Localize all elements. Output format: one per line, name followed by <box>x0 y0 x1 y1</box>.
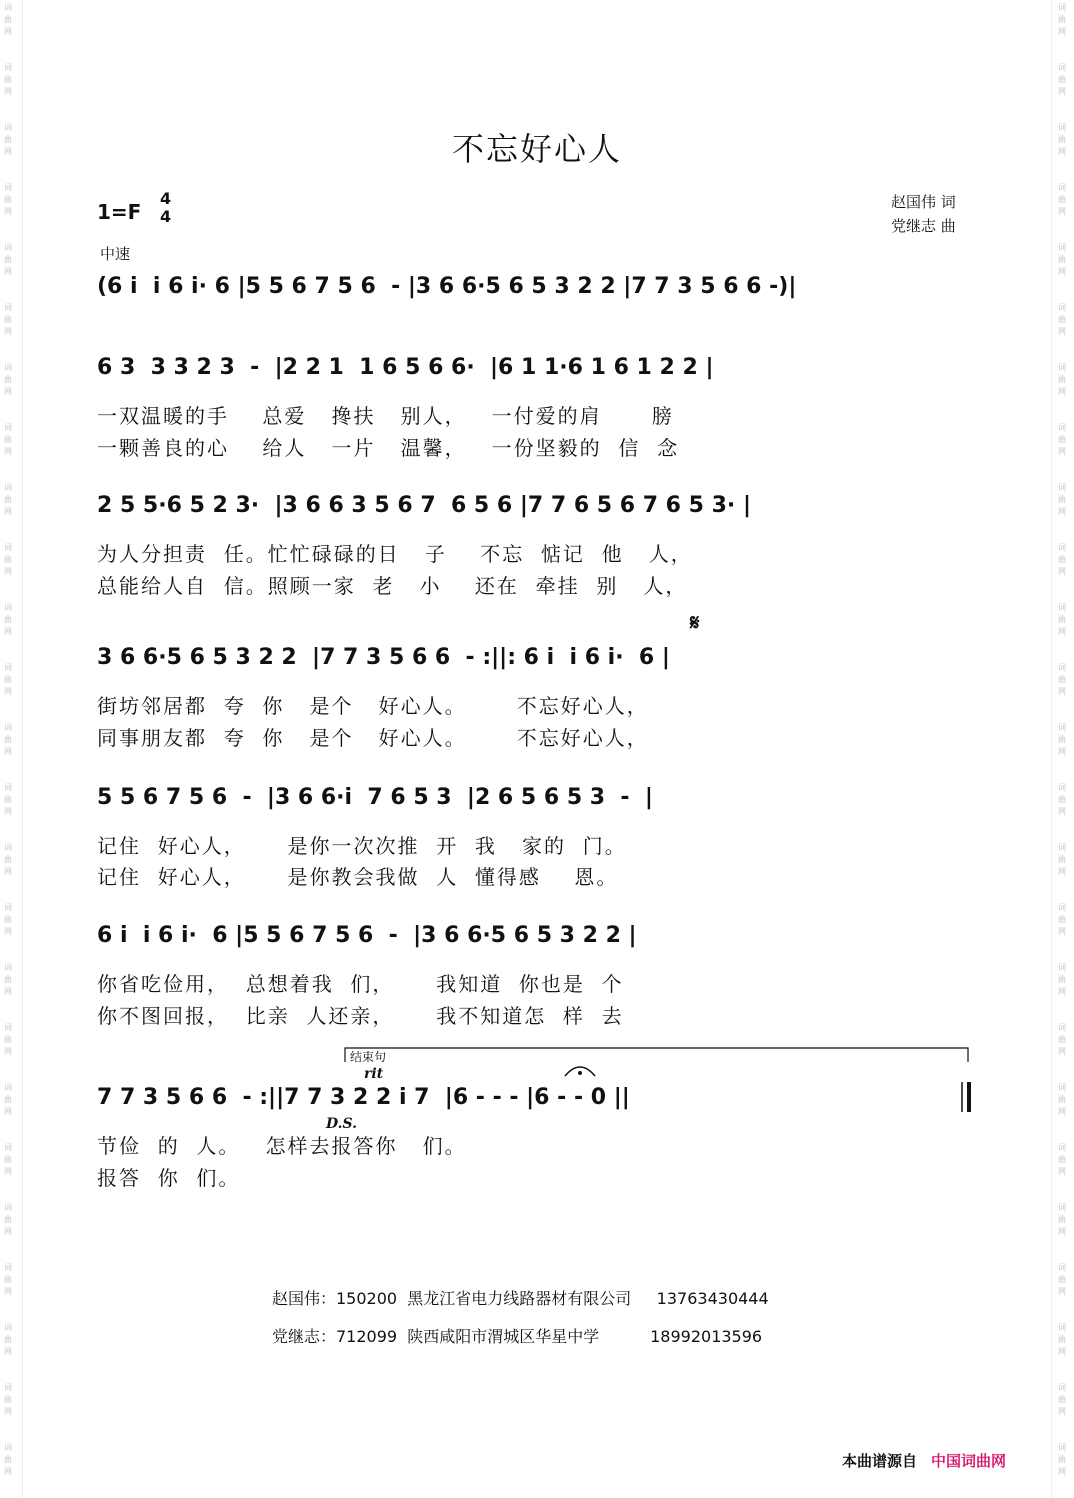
lyric-row-4-verse-2: 同事朋友都 夸 你 是个 好心人。 不忘好心人， <box>97 726 649 750</box>
key-signature: 1=F <box>97 200 142 224</box>
watermark-text: 词曲网 <box>1058 63 1066 96</box>
lyric-row-7-verse-1: 节俭 的 人。 怎样去报答你 们。 <box>97 1134 467 1158</box>
watermark-text: 词曲网 <box>1058 483 1066 516</box>
composer-credit: 党继志 曲 <box>891 217 956 235</box>
song-title: 不忘好心人 <box>451 130 622 168</box>
watermark-text: 词曲网 <box>1058 783 1066 816</box>
watermark-text: 词曲网 <box>1058 543 1066 576</box>
watermark-text: 词曲网 <box>4 303 12 336</box>
notation-row-4: 3 6 6·5 6 5 3 2 2 |7 7 3 5 6 6 - :||: 6 i i 6 i· 6 | <box>97 645 670 670</box>
watermark-text: 词曲网 <box>1058 1383 1066 1416</box>
watermark-text: 词曲网 <box>1058 723 1066 756</box>
watermark-text: 词曲网 <box>1058 243 1066 276</box>
watermark-text: 词曲网 <box>1058 303 1066 336</box>
watermark-text: 词曲网 <box>4 963 12 996</box>
watermark-text: 词曲网 <box>4 363 12 396</box>
watermark-text: 词曲网 <box>4 1323 12 1356</box>
source-site-link[interactable]: 中国词曲网 <box>931 1452 1007 1470</box>
watermark-text: 词曲网 <box>4 483 12 516</box>
watermark-text: 词曲网 <box>4 183 12 216</box>
source-label: 本曲谱源自 <box>842 1452 918 1470</box>
ending-label: 结束句 <box>350 1050 387 1064</box>
watermark-text: 词曲网 <box>1058 603 1066 636</box>
lyricist-credit: 赵国伟 词 <box>891 193 956 211</box>
notation-row-6: 6 i i 6 i· 6 |5 5 6 7 5 6 - |3 6 6·5 6 5 3 2 2 | <box>97 923 637 948</box>
watermark-text: 词曲网 <box>4 123 12 156</box>
tempo-marking: 中速 <box>100 245 131 263</box>
watermark-text: 词曲网 <box>4 723 12 756</box>
watermark-text: 词曲网 <box>4 243 12 276</box>
contact-lyricist: 赵国伟：150200 黑龙江省电力线路器材有限公司 13763430444 <box>272 1289 769 1308</box>
notation-row-3: 2 5 5·6 5 2 3· |3 6 6 3 5 6 7 6 5 6 |7 7 6 5 6 7 6 5 3· | <box>97 493 751 518</box>
watermark-text: 词曲网 <box>4 63 12 96</box>
watermark-text: 词曲网 <box>1058 1263 1066 1296</box>
watermark-text: 词曲网 <box>1058 1143 1066 1176</box>
watermark-text: 词曲网 <box>4 1023 12 1056</box>
watermark-text: 词曲网 <box>4 1263 12 1296</box>
watermark-text: 词曲网 <box>4 1443 12 1476</box>
watermark-text: 词曲网 <box>4 843 12 876</box>
lyric-row-3-verse-1: 为人分担责 任。忙忙碌碌的日 子 不忘 惦记 他 人， <box>97 542 693 566</box>
watermark-text: 词曲网 <box>1058 843 1066 876</box>
fermata-dot <box>578 1071 582 1075</box>
lyric-row-6-verse-1: 你省吃俭用， 总想着我 们， 我知道 你也是 个 <box>97 972 624 996</box>
segno-sign: 𝄋 <box>690 610 700 636</box>
watermark-text: 词曲网 <box>1058 903 1066 936</box>
watermark-text: 词曲网 <box>4 663 12 696</box>
lyric-row-2-verse-1: 一双温暖的手 总爱 搀扶 别人， 一付爱的肩 膀 <box>97 404 674 428</box>
lyric-row-3-verse-2: 总能给人自 信。照顾一家 老 小 还在 牵挂 别 人， <box>97 574 688 598</box>
contact-composer: 党继志：712099 陕西咸阳市渭城区华星中学 18992013596 <box>272 1327 763 1346</box>
watermark-text: 词曲网 <box>1058 123 1066 156</box>
watermark-text: 词曲网 <box>4 3 12 36</box>
notation-row-2: 6 3 3 3 2 3 - |2 2 1 1 6 5 6 6· |6 1 1·6 1 6 1 2 2 | <box>97 355 714 380</box>
watermark-text: 词曲网 <box>4 1083 12 1116</box>
watermark-text: 词曲网 <box>4 543 12 576</box>
watermark-text: 词曲网 <box>4 903 12 936</box>
watermark-text: 词曲网 <box>4 603 12 636</box>
watermark-text: 词曲网 <box>1058 963 1066 996</box>
notation-row-7: 7 7 3 5 6 6 - :||7 7 3 2 2 i 7 |6 - - - |6 - - 0 || <box>97 1085 630 1110</box>
watermark-text: 词曲网 <box>1058 183 1066 216</box>
source-credit <box>842 1450 1006 1471</box>
watermark-text: 词曲网 <box>1058 3 1066 36</box>
notation-row-5: 5 5 6 7 5 6 - |3 6 6·i 7 6 5 3 |2 6 5 6 5 3 - | <box>97 785 653 810</box>
lyric-row-4-verse-1: 街坊邻居都 夸 你 是个 好心人。 不忘好心人， <box>97 694 649 718</box>
lyric-row-6-verse-2: 你不图回报， 比亲 人还亲， 我不知道怎 样 去 <box>97 1004 624 1028</box>
watermark-text: 词曲网 <box>1058 423 1066 456</box>
time-sig-bottom: 4 <box>160 207 172 226</box>
watermark-text: 词曲网 <box>4 783 12 816</box>
lyric-row-5-verse-1: 记住 好心人， 是你一次次推 开 我 家的 门。 <box>97 834 627 858</box>
watermark-text: 词曲网 <box>1058 363 1066 396</box>
time-sig-top: 4 <box>160 189 172 208</box>
lyric-row-5-verse-2: 记住 好心人， 是你教会我做 人 懂得感 恩。 <box>97 865 619 889</box>
watermark-text: 词曲网 <box>1058 1023 1066 1056</box>
watermark-text: 词曲网 <box>4 1203 12 1236</box>
watermark-text: 词曲网 <box>4 423 12 456</box>
watermark-text: 词曲网 <box>4 1143 12 1176</box>
lyric-row-2-verse-2: 一颗善良的心 给人 一片 温馨， 一份坚毅的 信 念 <box>97 436 680 460</box>
dal-segno-marking: D.S. <box>326 1116 358 1132</box>
notation-row-1: (6 i i 6 i· 6 |5 5 6 7 5 6 - |3 6 6·5 6 5 3 2 2 |7 7 3 5 6 6 -)| <box>97 274 797 299</box>
lyric-row-7-verse-2: 报答 你 们。 <box>97 1166 241 1190</box>
ritardando-marking: rit <box>364 1066 384 1082</box>
watermark-text: 词曲网 <box>1058 1083 1066 1116</box>
watermark-text: 词曲网 <box>1058 1203 1066 1236</box>
watermark-text: 词曲网 <box>4 1383 12 1416</box>
watermark-text: 词曲网 <box>1058 1323 1066 1356</box>
watermark-text: 词曲网 <box>1058 1443 1066 1476</box>
watermark-text: 词曲网 <box>1058 663 1066 696</box>
ending-bracket <box>345 1048 968 1062</box>
